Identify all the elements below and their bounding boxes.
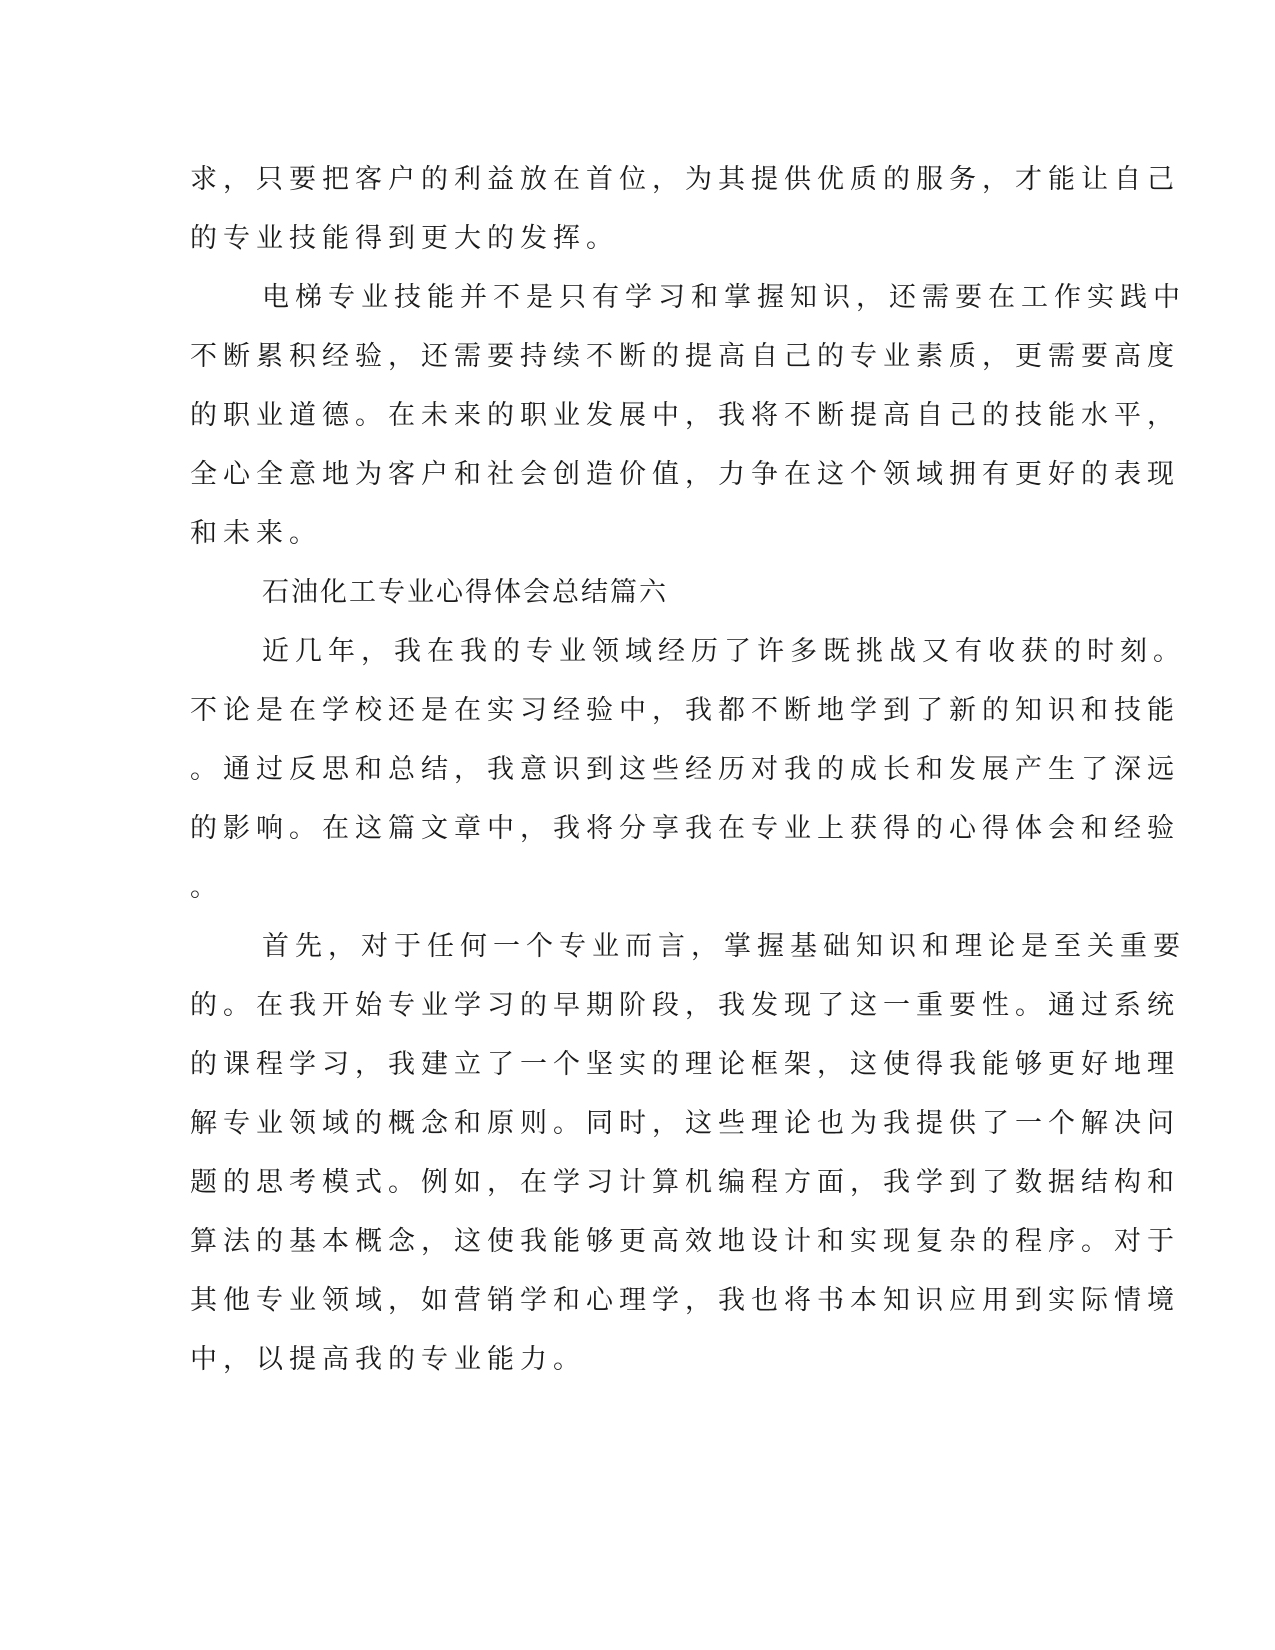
text-line: 解专业领域的概念和原则。同时，这些理论也为我提供了一个解决问: [190, 1108, 1180, 1139]
text-line: 题的思考模式。例如，在学习计算机编程方面，我学到了数据结构和: [190, 1167, 1180, 1198]
text-line: 其他专业领域，如营销学和心理学，我也将书本知识应用到实际情境: [190, 1285, 1180, 1316]
text-line: 算法的基本概念，这使我能够更高效地设计和实现复杂的程序。对于: [190, 1226, 1180, 1257]
text-line: 的职业道德。在未来的职业发展中，我将不断提高自己的技能水平，: [190, 400, 1180, 431]
text-line: 近几年，我在我的专业领域经历了许多既挑战又有收获的时刻。: [262, 636, 1186, 667]
text-line: 。: [190, 872, 223, 903]
text-line: 的影响。在这篇文章中，我将分享我在专业上获得的心得体会和经验: [190, 813, 1180, 844]
section-heading: 石油化工专业心得体会总结篇六: [262, 577, 668, 608]
text-line: 电梯专业技能并不是只有学习和掌握知识，还需要在工作实践中: [262, 282, 1186, 313]
text-line: 首先，对于任何一个专业而言，掌握基础知识和理论是至关重要: [262, 931, 1186, 962]
text-line: 的专业技能得到更大的发挥。: [190, 223, 619, 254]
text-line: 求，只要把客户的利益放在首位，为其提供优质的服务，才能让自己: [190, 164, 1180, 195]
text-line: 的。在我开始专业学习的早期阶段，我发现了这一重要性。通过系统: [190, 990, 1180, 1021]
text-line: 中，以提高我的专业能力。: [190, 1344, 586, 1375]
text-line: 不论是在学校还是在实习经验中，我都不断地学到了新的知识和技能: [190, 695, 1180, 726]
text-line: 。通过反思和总结，我意识到这些经历对我的成长和发展产生了深远: [190, 754, 1180, 785]
text-line: 和未来。: [190, 518, 322, 549]
text-line: 全心全意地为客户和社会创造价值，力争在这个领域拥有更好的表现: [190, 459, 1180, 490]
text-line: 不断累积经验，还需要持续不断的提高自己的专业素质，更需要高度: [190, 341, 1180, 372]
text-line: 的课程学习，我建立了一个坚实的理论框架，这使得我能够更好地理: [190, 1049, 1180, 1080]
